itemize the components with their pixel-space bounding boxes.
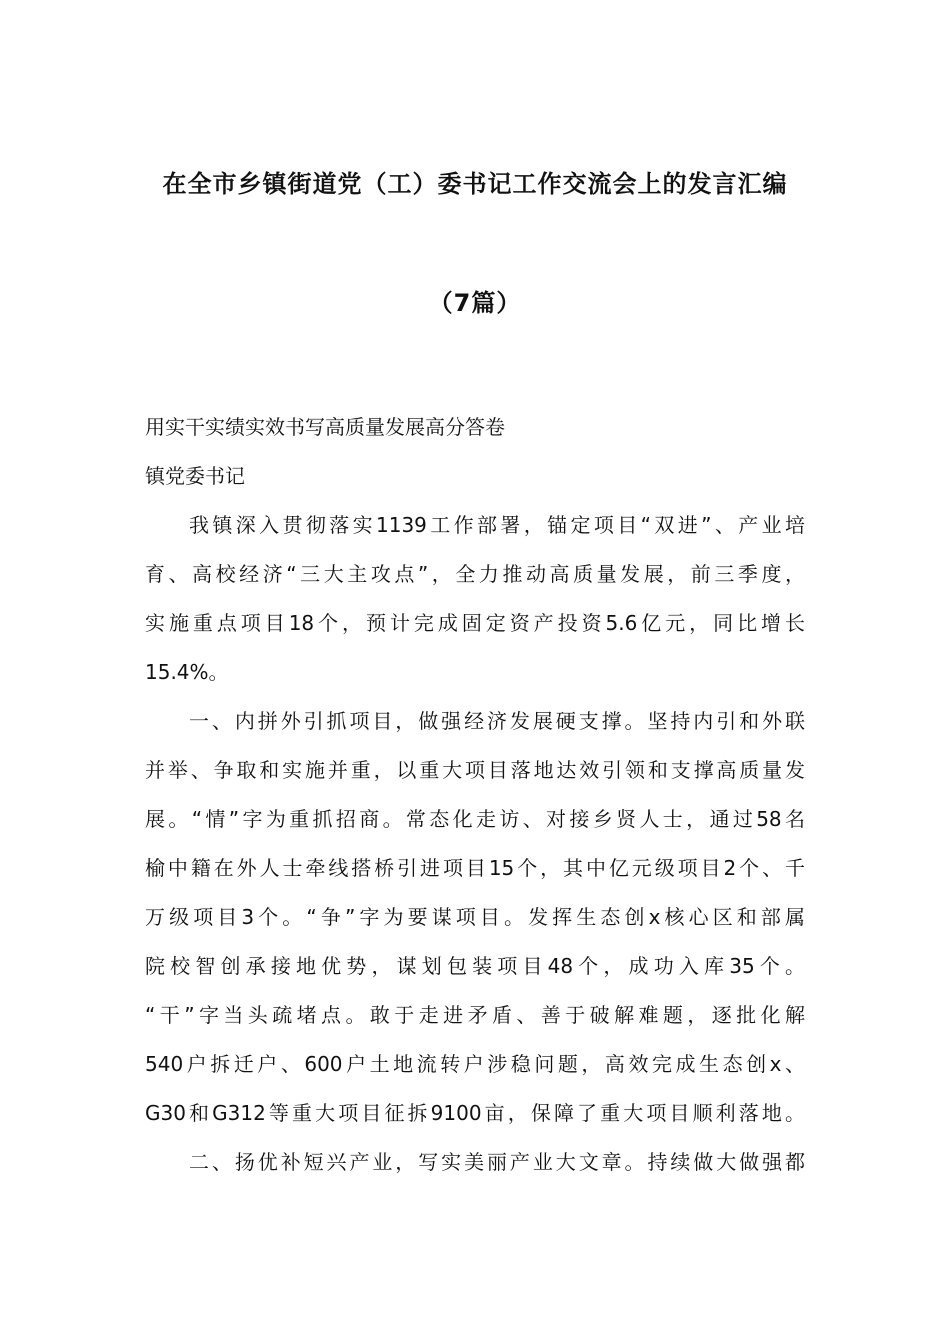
paragraph-line: 实施重点项目18个，预计完成固定资产投资5.6亿元，同比增长 — [145, 611, 805, 635]
document-subtitle: （7篇） — [428, 289, 522, 317]
paragraph-line: 一、内拼外引抓项目，做强经济发展硬支撑。坚持内引和外联 — [189, 709, 805, 733]
paragraph-line: 万级项目3个。“争”字为要谋项目。发挥生态创x核心区和部属 — [145, 905, 805, 929]
paragraph-line: 二、扬优补短兴产业，写实美丽产业大文章。持续做大做强都 — [189, 1150, 805, 1174]
paragraph-line: 院校智创承接地优势，谋划包装项目48个，成功入库35个。 — [145, 954, 805, 978]
paragraph-line: G30和G312等重大项目征拆9100亩，保障了重大项目顺利落地。 — [145, 1101, 805, 1125]
paragraph-line: 并举、争取和实施并重，以重大项目落地达效引领和支撑高质量发 — [145, 758, 805, 782]
paragraph-line: “干”字当头疏堵点。敢于走进矛盾、善于破解难题，逐批化解 — [145, 1003, 805, 1027]
document-title: 在全市乡镇街道党（工）委书记工作交流会上的发言汇编 — [162, 170, 788, 198]
paragraph-line: 540户拆迁户、600户土地流转户涉稳问题，高效完成生态创x、 — [145, 1052, 805, 1076]
document-body — [145, 403, 805, 1187]
paragraph-line: 我镇深入贯彻落实1139工作部署，锚定项目“双进”、产业培 — [189, 513, 805, 537]
speaker-name: 镇党委书记 — [145, 464, 245, 488]
paragraph-line: 育、高校经济“三大主攻点”，全力推动高质量发展，前三季度， — [145, 562, 805, 586]
speech-title: 用实干实绩实效书写高质量发展高分答卷 — [145, 415, 505, 439]
paragraph-line: 榆中籍在外人士牵线搭桥引进项目15个，其中亿元级项目2个、千 — [145, 856, 805, 880]
paragraph-line: 15.4%。 — [145, 660, 229, 684]
paragraph-line: 展。“情”字为重抓招商。常态化走访、对接乡贤人士，通过58名 — [145, 807, 805, 831]
